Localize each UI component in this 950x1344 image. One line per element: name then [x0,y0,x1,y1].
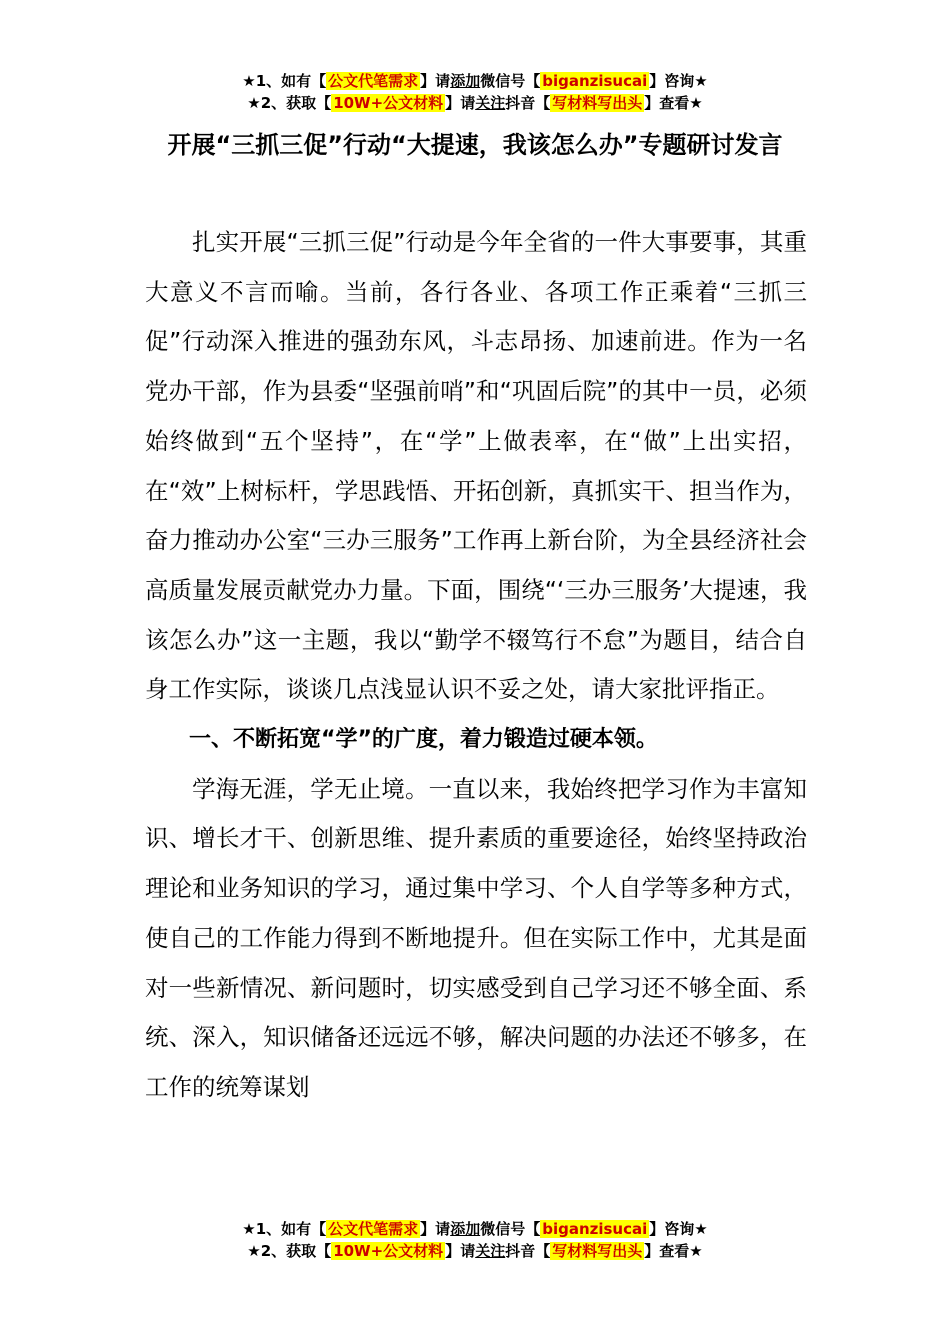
section-heading-1: 一、不断拓宽“学”的广度，着力锻造过硬本领。 [189,727,658,753]
star-icon: ★ [242,1220,256,1238]
highlight-wechat-id: biganzisucai [542,72,648,90]
watermark-banner-bottom [0,1218,950,1262]
highlight-materials: 10W+公文材料 [333,94,444,112]
intro-paragraph: 扎实开展“三抓三促”行动是今年全省的一件大事要事，其重大意义不言而喻。当前，各行各业、各项工作正乘着“三抓三促”行动深入推进的强劲东风，斗志昂扬、加速前进。作为一名党办干部，作为县委“坚强前哨”和“巩固后院”的其中一员，必须始终做到“五个坚持”，在“学”上做表率，在“做”上出实招，在“效”上树标杆，学思践悟、开拓创新，真抓实干、担当作为，奋力推动办公室“三办三服务”工作再上新台阶，为全县经济社会高质量发展贡献党办力量。下面，围绕“‘三办三服务’大提速，我该怎么办”这一主题，我以“勤学不辍笃行不怠”为题目，结合自身工作实际，谈谈几点浅显认识不妥之处，请大家批评指正。 [145,228,807,704]
banner-line-2: ★2、获取【 10W+公文材料 】请关注抖音【 写材料写出头 】查看★ [247,1242,703,1260]
watermark-banner-top [0,70,950,114]
highlight-douyin-id: 写材料写出头 [552,1242,643,1260]
star-icon: ★ [247,1242,261,1260]
highlight-service: 公文代笔需求 [328,1220,419,1238]
highlight-service: 公文代笔需求 [328,72,419,90]
star-icon: ★ [247,94,261,112]
star-icon: ★ [242,72,256,90]
document-body [145,218,807,1113]
document-title: 开展“三抓三促”行动“大提速，我该怎么办”专题研讨发言 [167,131,783,159]
highlight-materials: 10W+公文材料 [333,1242,444,1260]
highlight-wechat-id: biganzisucai [542,1220,648,1238]
banner-line-2: ★2、获取【 10W+公文材料 】请关注抖音【 写材料写出头 】查看★ [247,94,703,112]
section-1-paragraph: 学海无涯，学无止境。一直以来，我始终把学习作为丰富知识、增长才干、创新思维、提升素质的重要途径，始终坚持政治理论和业务知识的学习，通过集中学习、个人自学等多种方式，使自己的工作能力得到不断地提升。但在实际工作中，尤其是面对一些新情况、新问题时，切实感受到自己学习还不够全面、系统、深入，知识储备还远远不够，解决问题的办法还不够多，在工作的统筹谋划 [145,774,807,1101]
banner-line-1: ★1、如有【 公文代笔需求 】请添加微信号【 biganzisucai 】咨询★ [242,72,708,90]
highlight-douyin-id: 写材料写出头 [552,94,643,112]
banner-line-1: ★1、如有【 公文代笔需求 】请添加微信号【 biganzisucai 】咨询★ [242,1220,708,1238]
